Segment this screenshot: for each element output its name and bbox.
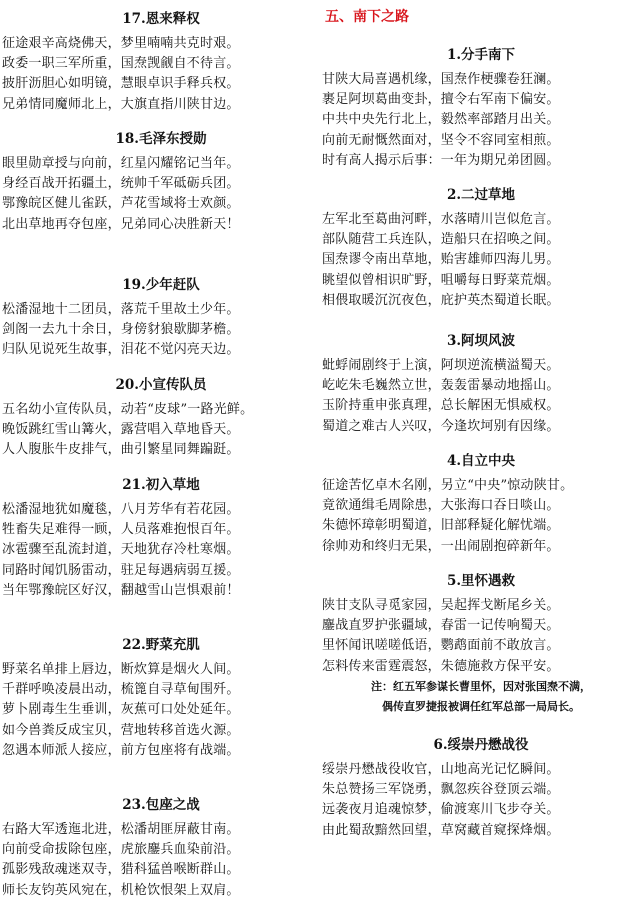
- poem-title: 17.恩来释权: [122, 11, 200, 27]
- poem-line: 萝卜剧毒生生垂训，灰蕉可口处处延年。: [2, 702, 240, 718]
- poem-line: 人人腹胀牛皮排气，曲引繁星同舞蹁跹。: [2, 442, 240, 458]
- poem-line: 右路大军透迤北进，松潘胡匪屏蔽甘南。: [2, 822, 240, 837]
- poem-title: 1.分手南下: [446, 47, 516, 63]
- poem-line: 由此蜀敌黯然回望，草窝藏首窥探烽烟。: [322, 822, 560, 838]
- poem-line: 甘陕大局喜遇机缘，国焘作梗骤卷狂澜。: [322, 72, 560, 87]
- poem-line: 征途艰辛高烧佛天，梦里喃喃共克时艰。: [2, 36, 240, 51]
- poem-line: 蜀道之难古人兴叹，今逢坎坷别有因缘。: [322, 418, 560, 434]
- poem-line: 部队随营工兵连队，造船只在招唤之间。: [322, 232, 560, 248]
- poem-line: 如今兽粪反成宝贝，营地转移首选火源。: [2, 722, 240, 738]
- poem-line: 时有高人揭示后事：一年为期兄弟团圆。: [322, 152, 560, 168]
- poem-line: 眼里勋章授与向前，红星闪耀铭记当年。: [2, 156, 240, 171]
- poem-title: 21.初入草地: [122, 477, 200, 493]
- section-title: 五、南下之路: [325, 9, 409, 25]
- poem-line: 相偎取暖沉沉夜色，庇护英杰蜀道长眠。: [322, 292, 560, 308]
- poem-title: 22.野菜充肌: [122, 637, 200, 653]
- poem-line: 身经百战开拓疆土，统帅千军砥砺兵团。: [2, 176, 240, 192]
- poem-title: 2.二过草地: [446, 187, 516, 203]
- poem-line: 师长友钧英风宛在，机枪饮恨架上双肩。: [2, 882, 240, 898]
- poem-line: 当年鄂豫皖区好汉，翻越雪山岂惧艰前！: [2, 582, 240, 598]
- poem-line: 剑阁一去九十余日，身傍豺狼歇脚茅檐。: [2, 322, 240, 338]
- poem-line: 鏖战直罗护张疆域，春雷一记传响蜀天。: [322, 618, 560, 634]
- note-line: 注：红五军参谋长曹里怀，因对张国焘不满，: [371, 680, 591, 693]
- poem-line: 忽遇本师派人接应，前方包座将有战端。: [2, 742, 240, 758]
- poem-line: 向前无耐慨然面对，坚令不容同室相煎。: [322, 132, 560, 148]
- poem-line: 里怀闻讯嗟嗟低语，鹦鹉面前不敢放言。: [322, 638, 560, 654]
- poem-line: 绥崇丹懋战役收官，山地高光记忆瞬间。: [322, 762, 560, 777]
- poem-line: 徐帅劝和终归无果，一出闹剧抱碎新年。: [322, 538, 560, 554]
- poem-line: 左军北至葛曲河畔，水落晴川岂似危言。: [322, 212, 560, 227]
- poem-line: 国焘谬令南出草地，贻害雄师四海儿男。: [322, 252, 560, 268]
- poem-line: 眺望似曾相识旷野，咀嚼每日野菜荒烟。: [322, 272, 560, 288]
- poem-line: 竟欲通缉毛周除患，大张海口吞日啖山。: [322, 498, 560, 514]
- poem-title: 23.包座之战: [122, 797, 200, 813]
- poem-line: 北出草地再夺包座，兄弟同心决胜新天！: [2, 216, 240, 232]
- poem-line: 屹屹朱毛巍然立世，轰轰雷暴动地摇山。: [322, 378, 560, 394]
- poem-line: 松潘湿地十二团员，落荒千里故土少年。: [2, 302, 240, 317]
- poem-line: 晚饭跳红雪山篝火，露营唱入草地昏天。: [2, 422, 240, 438]
- poem-title: 3.阿坝风波: [446, 333, 516, 349]
- poem-line: 千群呼唤凌晨出动，梳篦自寻草甸围歼。: [2, 682, 240, 698]
- poem-title: 4.自立中央: [446, 453, 516, 469]
- poem-line: 冰雹骤至乱流封道，天地犹存冷杜寒烟。: [2, 542, 240, 558]
- poem-title: 19.少年赶队: [122, 277, 200, 293]
- poem-line: 披肝沥胆心如明镜，慧眼卓识手释兵权。: [2, 76, 240, 92]
- poem-line: 五名幼小宣传队员，动若“皮球”一路光鲜。: [2, 402, 254, 417]
- poem-line: 同路时闻饥肠雷动，驻足每遇病弱互援。: [2, 562, 240, 578]
- poem-line: 向前受命拔除包座，虎旅鏖兵血染前沿。: [2, 842, 240, 858]
- poem-title: 6.绥崇丹懋战役: [433, 737, 529, 753]
- poem-line: 孤影残敌魂迷双寺，猎科猛兽喉断群山。: [2, 862, 240, 878]
- poem-line: 兄弟情同魔师北上，大旗直指川陕甘边。: [2, 96, 240, 112]
- poem-line: 鄂豫皖区健儿雀跃，芦花雪域将士欢颜。: [2, 196, 240, 212]
- poem-line: 朱德怀璋彰明蜀道，旧部释疑化解忧端。: [322, 518, 560, 534]
- poem-title: 5.里怀遇救: [446, 573, 516, 589]
- poem-line: 玉阶持重申张真理，总长解困无惧威权。: [322, 398, 560, 414]
- poem-title: 18.毛泽东授勋: [115, 131, 207, 147]
- poem-line: 陕甘支队寻觅家园，吴起挥戈断尾乡关。: [322, 598, 560, 613]
- poem-line: 朱总赞扬三军饶勇，飘忽疾谷登顶云端。: [322, 782, 560, 798]
- poem-line: 远袭夜月追魂惊梦，偷渡寒川飞步夺关。: [322, 802, 560, 818]
- poem-title: 20.小宣传队员: [115, 377, 207, 393]
- poem-line: 松潘湿地犹如魔毯，八月芳华有若花园。: [2, 502, 240, 517]
- poem-line: 怎料传来雷霆震怒，朱德施救方保平安。: [322, 658, 560, 674]
- poem-line: 归队见说死生故事，泪花不觉闪亮天边。: [2, 342, 240, 358]
- poem-line: 牲畜失足难得一顾，人员落难抱恨百年。: [2, 522, 240, 538]
- poem-line: 政委一职三军所重，国焘觊觎自不待言。: [2, 56, 240, 72]
- poem-line: 蚍蜉闹剧终于上演，阿坝逆流横溢蜀天。: [322, 358, 560, 373]
- poem-line: 征途苦忆卓木名刚，另立“中央”惊动陕甘。: [322, 478, 574, 493]
- poem-line: 野菜名单排上唇边，断炊算是烟火人间。: [2, 662, 240, 677]
- poem-line: 中共中央先行北上，毅然率部踏月出关。: [322, 112, 560, 128]
- poem-line: 裹足阿坝葛曲变卦，擅令右军南下偏安。: [322, 92, 560, 108]
- note-line: 偶传直罗捷报被调任红军总部一局局长。: [382, 700, 580, 713]
